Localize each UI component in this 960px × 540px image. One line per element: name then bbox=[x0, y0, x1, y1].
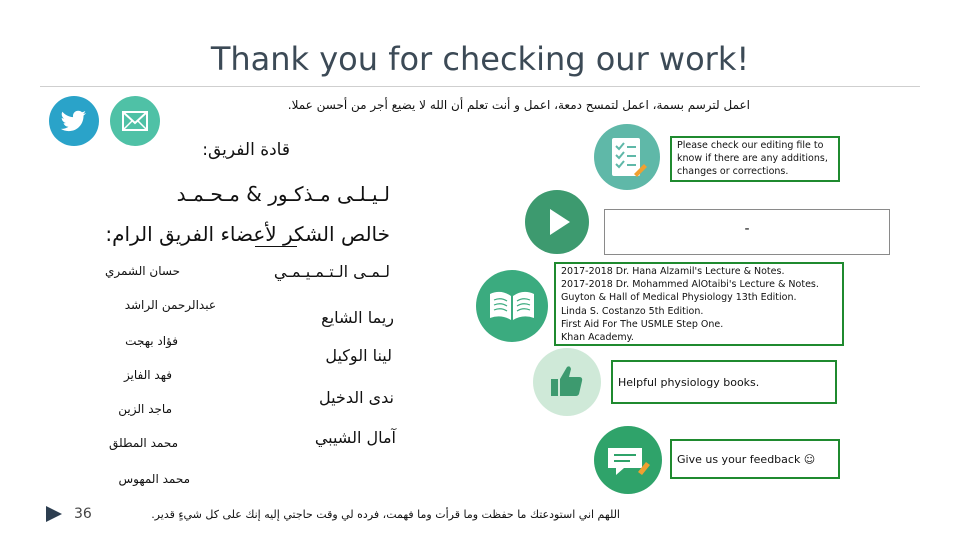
books-text: Helpful physiology books. bbox=[618, 376, 760, 389]
reference-item: Guyton & Hall of Medical Physiology 13th Edition. bbox=[561, 292, 797, 304]
editing-note-box bbox=[670, 136, 840, 182]
member-name: لـمـى الـتـمـيـمـي bbox=[273, 262, 390, 281]
reference-item: 2017-2018 Dr. Mohammed AlOtaibi's Lecture & Notes. bbox=[561, 279, 819, 291]
books-box bbox=[611, 360, 837, 404]
member-name: ريما الشايع bbox=[321, 308, 394, 327]
member-name: لينا الوكيل bbox=[325, 346, 392, 365]
leaders-names: لـيـلـى مـذكـور & مـحـمـد bbox=[176, 182, 390, 206]
video-box[interactable] bbox=[604, 209, 890, 255]
video-box-text: - bbox=[744, 221, 750, 237]
motto-text: اعمل لترسم بسمة، اعمل لتمسح دمعة، اعمل و أنت تعلم أن الله لا يضيع أجر من أحسن عملا. bbox=[287, 98, 750, 112]
book-icon[interactable] bbox=[476, 270, 548, 342]
editing-note-text: Please check our editing file to know if there are any additions, changes or corrections. bbox=[677, 140, 828, 177]
thumbs-up-icon[interactable] bbox=[533, 348, 601, 416]
feedback-icon[interactable] bbox=[594, 426, 662, 494]
next-arrow-icon[interactable] bbox=[44, 505, 64, 523]
reference-item: 2017-2018 Dr. Hana Alzamil's Lecture & Notes. bbox=[561, 266, 785, 277]
member-name: آمال الشيبي bbox=[314, 428, 396, 447]
play-icon[interactable] bbox=[525, 190, 589, 254]
member-name: محمد المطلق bbox=[109, 436, 178, 450]
reference-item: Khan Academy. bbox=[561, 332, 634, 344]
thanks-underline bbox=[255, 246, 297, 247]
feedback-box[interactable] bbox=[670, 439, 840, 479]
leaders-heading: قادة الفريق: bbox=[202, 140, 290, 160]
feedback-text: Give us your feedback ☺ bbox=[677, 453, 816, 466]
mail-icon[interactable] bbox=[110, 96, 160, 146]
reference-item: First Aid For The USMLE Step One. bbox=[561, 318, 724, 330]
member-name: محمد المهوس bbox=[118, 472, 190, 486]
member-name: حسان الشمري bbox=[104, 264, 180, 278]
title-divider bbox=[40, 86, 920, 87]
member-name: فهد الفايز bbox=[123, 368, 172, 382]
prayer-text: اللهم اني استودعتك ما حفظت وما قرأت وما فهمت، فرده لي وقت حاجتي إليه إنك على كل شيءٍ قدير. bbox=[151, 508, 620, 521]
member-name: ندى الدخيل bbox=[318, 388, 394, 407]
thanks-heading: خالص الشكر لأعضاء الفريق الرام: bbox=[105, 222, 390, 246]
twitter-icon[interactable] bbox=[49, 96, 99, 146]
slide-title: Thank you for checking our work! bbox=[210, 40, 750, 78]
page-number: 36 bbox=[74, 506, 92, 522]
member-name: فؤاد بهجت bbox=[125, 334, 178, 348]
checklist-icon[interactable] bbox=[594, 124, 660, 190]
references-box bbox=[554, 262, 844, 346]
reference-item: Linda S. Costanzo 5th Edition. bbox=[561, 305, 704, 317]
member-name: عبدالرحمن الراشد bbox=[124, 298, 216, 312]
member-name: ماجد الزين bbox=[118, 402, 172, 416]
